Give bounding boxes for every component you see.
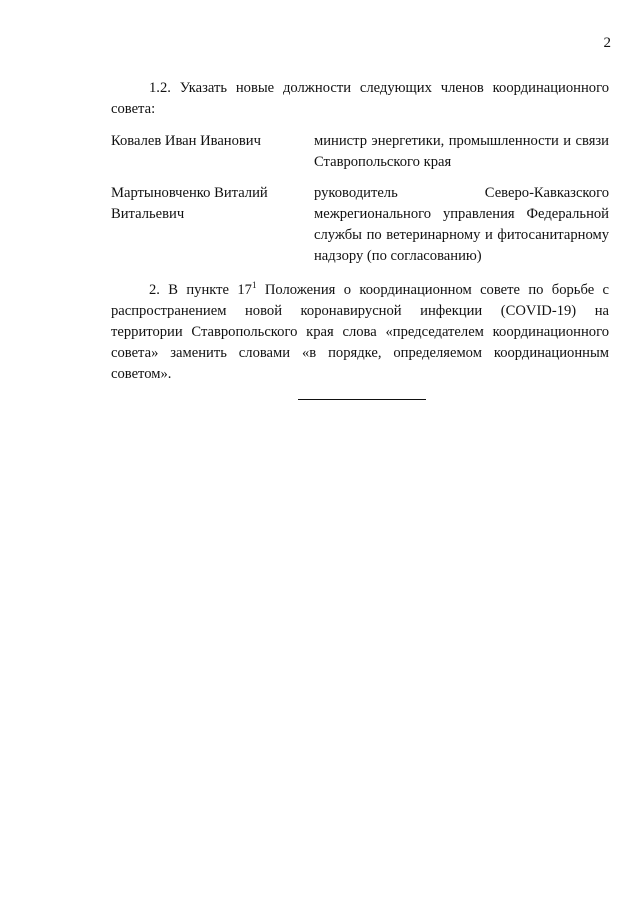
paragraph-item-2-start: 2. В пункте 17: [149, 282, 252, 298]
paragraph-item-1-2: [111, 78, 609, 120]
paragraph-item-2-rest: Положения о координационном совете по борьбе с распространением новой коронавирусной инфекции (COVID-19) на территории Ставропольского края слова «председателем координационного совета» заменить словами «в порядке, определяемом координационным советом».: [111, 282, 609, 382]
paragraph-item-2: [111, 280, 609, 385]
paragraph-item-1-2-text: 1.2. Указать новые должности следующих членов координационного совета:: [111, 80, 609, 117]
member-position: руководитель Северо-Кавказского межрегионального управления Федеральной службы по ветеринарному и фитосанитарному надзору (по согласованию): [314, 185, 609, 264]
member-name: Мартыновченко Виталий Витальевич: [111, 185, 268, 222]
member-name: Ковалев Иван Иванович: [111, 133, 261, 149]
superscript-index: 1: [251, 280, 257, 290]
member-position: министр энергетики, промышленности и связи Ставропольского края: [314, 133, 609, 170]
page-number: 2: [603, 35, 611, 51]
end-of-document-rule: [298, 399, 426, 400]
